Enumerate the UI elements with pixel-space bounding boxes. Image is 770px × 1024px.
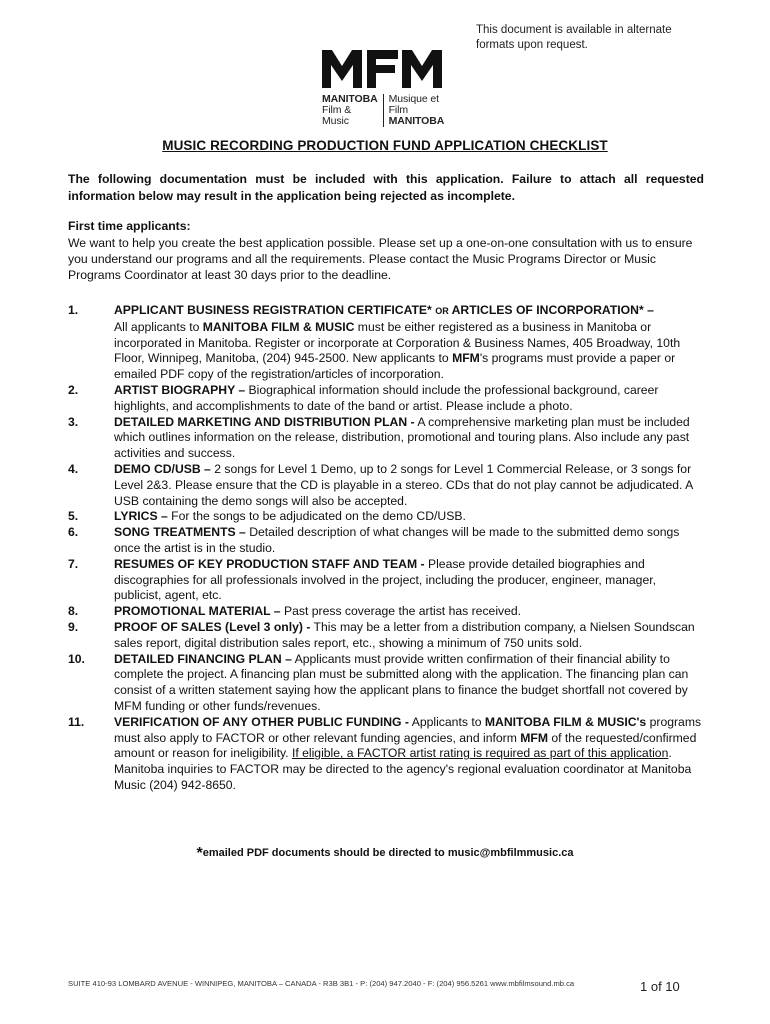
- item-number: 5.: [68, 509, 79, 524]
- item-heading: LYRICS –: [114, 509, 168, 524]
- item-number: 9.: [68, 619, 79, 634]
- item-number: 2.: [68, 382, 79, 397]
- checklist-item: [68, 509, 704, 525]
- checklist-item: [68, 604, 704, 620]
- item-heading: PROOF OF SALES (Level 3 only) -: [114, 619, 311, 634]
- checklist-item: [68, 303, 704, 383]
- item-body: Biographical information should include the professional background, career highlights, and accomplishments to date of the band or artist. Please include a photo.: [114, 382, 659, 413]
- mfm-logo-mark: [322, 50, 446, 88]
- item-bold: MFM: [452, 351, 480, 366]
- item-number: 3.: [68, 414, 79, 429]
- item-body: Please provide detailed biographies and discographies for all professionals involved in the project, including the producer, engineer, manager, publicist, agent, etc.: [114, 556, 656, 603]
- item-text: programs must also apply to FACTOR or other relevant funding agencies, and inform: [114, 714, 702, 745]
- item-heading: ARTIST BIOGRAPHY –: [114, 382, 246, 397]
- first-time-heading: First time applicants:: [68, 219, 191, 233]
- item-underlined: If eligible, a FACTOR artist rating is required as part of this application: [291, 746, 669, 761]
- checklist-item: [68, 557, 704, 604]
- item-heading-or: OR: [435, 306, 449, 316]
- checklist-item: [68, 620, 704, 652]
- checklist-item: [68, 652, 704, 715]
- item-body: For the songs to be adjudicated on the demo CD/USB.: [167, 509, 466, 524]
- item-heading: APPLICANT BUSINESS REGISTRATION CERTIFICATE*: [114, 303, 436, 317]
- footnote: [0, 845, 770, 863]
- item-body: This may be a letter from a distribution company, a Nielsen Soundscan sales report, digital distribution sales report, etc., showing a minimum of 750 units sold.: [114, 619, 695, 650]
- logo-fr-line2: MANITOBA: [388, 115, 445, 127]
- item-body: A comprehensive marketing plan must be included which outlines information on the release, distribution, promotional and touring plans. Also include any past activities and success.: [114, 414, 690, 461]
- footnote-asterisk: *: [196, 845, 203, 862]
- item-number: 4.: [68, 461, 79, 476]
- logo-fr-line1: Musique et Film: [388, 93, 439, 116]
- item-heading: RESUMES OF KEY PRODUCTION STAFF AND TEAM -: [114, 556, 425, 571]
- item-number: 7.: [68, 556, 79, 571]
- item-number: 11.: [68, 714, 85, 729]
- intro-paragraph: The following documentation must be included with this application. Failure to attach all requested information below may result in the application being rejected as incomplete.: [68, 172, 704, 203]
- checklist-item: [68, 415, 704, 462]
- first-time-body: We want to help you create the best application possible. Please set up a one-on-one consultation with us to ensure you understand our programs and all the requirements. Please contact the Music Programs Director or Music Programs Coordinator at least 30 days prior to the deadline.: [68, 236, 693, 282]
- item-text: 's programs must provide a paper or emailed PDF copy of the registration/articles of incorporation.: [114, 351, 676, 382]
- footnote-text: emailed PDF documents should be directed to music@mbfilmmusic.ca: [202, 847, 574, 859]
- checklist: [68, 303, 704, 794]
- item-bold: MFM: [520, 730, 548, 745]
- item-number: 6.: [68, 525, 79, 540]
- checklist-item: [68, 383, 704, 415]
- document-title: MUSIC RECORDING PRODUCTION FUND APPLICATION CHECKLIST: [162, 138, 608, 153]
- item-heading: DEMO CD/USB –: [114, 461, 211, 476]
- logo-en-line2: Film & Music: [322, 104, 352, 127]
- item-heading: SONG TREATMENTS –: [114, 525, 246, 540]
- item-text: . Manitoba inquiries to FACTOR may be directed to the agency's regional evaluation coordinator at Manitoba Music (204) 942-8650.: [114, 746, 692, 792]
- item-text: All applicants to: [114, 319, 203, 334]
- item-body: Detailed description of what changes will be made to the submitted demo songs once the artist is in the studio.: [114, 525, 680, 555]
- logo-wordmark: [322, 94, 448, 127]
- footer-address: SUITE 410-93 LOMBARD AVENUE - WINNIPEG, MANITOBA – CANADA - R3B 3B1 - P: (204) 947.2040 - F: (204) 956.5261 www.mbfilmsound.mb.ca: [68, 979, 575, 988]
- item-heading: VERIFICATION OF ANY OTHER PUBLIC FUNDING -: [114, 714, 409, 729]
- item-heading: PROMOTIONAL MATERIAL –: [114, 604, 281, 619]
- checklist-item: [68, 462, 704, 509]
- checklist-item: [68, 715, 704, 794]
- item-text: must be either registered as a business in Manitoba or incorporated in Manitoba. Register or incorporate at Corporation & Business Names, 405 Broadway, 10th Floor, Winnipeg, Manitoba, (204) 945-2500. New applicants to: [114, 319, 681, 366]
- mfm-logo: [322, 50, 448, 127]
- item-number: 1.: [68, 303, 79, 317]
- item-body: Applicants must provide written confirmation of their financial ability to complete the project. A financing plan must be submitted along with the application. The financing plan can consist of a written statement saying how the applicant plans to finance the budget shortfall not covered by MFM funding or other funds/revenues.: [114, 651, 689, 713]
- logo-en-line1: MANITOBA: [322, 93, 378, 105]
- item-body: 2 songs for Level 1 Demo, up to 2 songs for Level 1 Commercial Release, or 3 songs for Level 2&3. Please ensure that the CD is playable in a stereo. CDs that do not play cannot be adjudicated. A USB containing the demo songs will also be accepted.: [114, 461, 693, 508]
- item-number: 10.: [68, 651, 85, 666]
- item-body: Past press coverage the artist has received.: [280, 604, 522, 619]
- item-number: 8.: [68, 604, 79, 619]
- item-text: Applicants to: [408, 714, 485, 729]
- availability-note: This document is available in alternate formats upon request.: [476, 24, 672, 51]
- page-number: 1 of 10: [640, 979, 680, 994]
- item-bold: MANITOBA FILM & MUSIC: [202, 319, 355, 334]
- item-bold: MANITOBA FILM & MUSIC's: [484, 714, 647, 729]
- item-text: of the requested/confirmed amount or reason for ineligibility.: [114, 730, 697, 761]
- item-heading: DETAILED FINANCING PLAN –: [114, 651, 292, 666]
- checklist-item: [68, 525, 704, 557]
- item-heading: DETAILED MARKETING AND DISTRIBUTION PLAN -: [114, 414, 415, 429]
- item-heading-cont: ARTICLES OF INCORPORATION* –: [448, 303, 654, 317]
